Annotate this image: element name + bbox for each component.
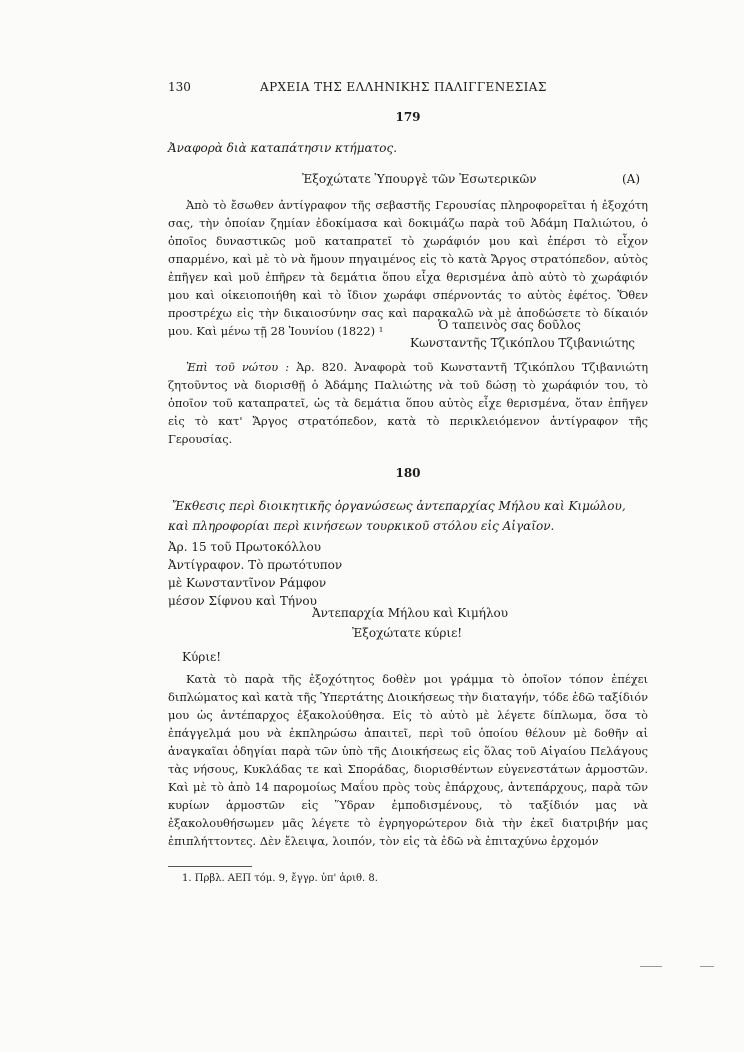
doc-179-title: Ἀναφορὰ διὰ καταπάτησιν κτήματος.: [168, 141, 398, 155]
doc-179-verso-note: [168, 358, 648, 448]
doc-180-meta-2: Ἀντίγραφον. Τὸ πρωτότυπον: [168, 558, 343, 572]
footnote-rule: [168, 866, 252, 867]
scan-mark: [700, 966, 714, 967]
doc-180-address: Κύριε!: [182, 650, 222, 664]
doc-179-salutation: Ἐξοχώτατε Ὑπουργὲ τῶν Ἐσωτερικῶν: [302, 172, 537, 186]
verso-label: Ἐπὶ τοῦ νώτου :: [186, 360, 290, 374]
doc-179-number: 179: [395, 110, 421, 124]
running-title: ΑΡΧΕΙΑ ΤΗΣ ΕΛΛΗΝΙΚΗΣ ΠΑΛΙΓΓΕΝΕΣΙΑΣ: [260, 80, 547, 94]
doc-180-meta-3: μὲ Κωνσταντῖνον Ράμφον: [168, 576, 327, 590]
scan-mark: [640, 966, 662, 967]
doc-180-number: 180: [395, 466, 421, 480]
running-header: [168, 80, 648, 98]
doc-180-meta-4: μέσον Σίφνου καὶ Τήνου: [168, 594, 317, 608]
doc-180-body: [168, 670, 648, 850]
doc-180-title: Ἔκθεσις περὶ διοικητικῆς ὀργανώσεως ἀντεπαρχίας Μήλου καὶ Κιμώλου, καὶ πληροφορίαι περὶ κινήσεων τουρκικοῦ στόλου εἰς Αἰγαῖον.: [168, 499, 626, 533]
verso-text: Ἀρ. 820. Ἀναφορὰ τοῦ Κωνσταντῆ Τζικόπλου Τζιβανιώτη ζητοῦντος νὰ διορισθῇ ὁ Ἀδάμης Παλιώτης νὰ τοῦ δώσῃ τὸ χωράφιόν του, τὸ ὁποῖον τοῦ καταπρατεῖ, ὡς τὰ δεμάτια ὅπου αὐτὸς εἶχε θερισμένα, ὅταν ἐπῆγεν εἰς τὸ κατ' Ἄργος στρατόπεδον, κατὰ τὸ περικλειόμενον ἀντίγραφον τῆς Γερουσίας.: [168, 360, 649, 446]
footnote: 1. Πρβλ. ΑΕΠ τόμ. 9, ἔγγρ. ὑπ' ἀριθ. 8.: [182, 873, 378, 884]
doc-180-body-text: Κατὰ τὸ παρὰ τῆς ἐξοχότητος δοθὲν μοι γράμμα τὸ ὁποῖον τόπον ἐπέχει διπλώματος καὶ κατὰ τῆς Ὑπερτάτης Διοικήσεως τὴν διαταγήν, τόδε ἐδῶ ταξίδιόν μου ὡς ἀντέπαρχος ἐξακολούθησα. Εἰς τὸ αὐτὸ μὲ λέγετε δίπλωμα, ὅσα τὸ ἐπάγγελμά μου νὰ ἐκπληρώσω ἀπαιτεῖ, περὶ τοῦ ὁποίου θέλουν μὲ δοθῆν αἱ ἀναγκαῖαι ὁδηγίαι παρὰ τῶν ὑπὸ τῆς Διοικήσεως εἰς ὅλας τοῦ Αἰγαίου Πελάγους τὰς νήσους, Κυκλάδας τε καὶ Σποράδας, διορισθέντων εὐγενεστάτων ἁρμοστῶν. Καὶ μὲ τὸ ἀπὸ 14 παρομοίως Μαΐου πρὸς τοὺς ἐπάρχους, ἀντεπάρχους, παρὰ τῶν κυρίων ἁρμοστῶν εἰς Ὕδραν ἐμποδισμένους, τὸ ταξίδιόν μας νὰ ἐξακολουθήσωμεν μᾶς λέγετε τὸ ἐγρηγορώτερον διὰ τὴν ἐκεῖ διατριβήν μας ἐπιπλήττοντες. Δὲν ἔλειψα, λοιπόν, τὸν εἰς τὰ ἐδῶ νὰ ἐπιταχύνω ἐρχομόν: [168, 672, 648, 848]
doc-179-closing-2: Κωνσταντῆς Τζικόπλου Τζιβανιώτης: [410, 336, 635, 350]
doc-180-greeting: Ἐξοχώτατε κύριε!: [352, 626, 463, 640]
doc-180-meta-1: Ἀρ. 15 τοῦ Πρωτοκόλλου: [168, 540, 322, 554]
doc-179-closing-1: Ὁ ταπεινὸς σας δοῦλος: [438, 318, 581, 332]
doc-179-mark: (Α): [622, 172, 641, 186]
page-number: 130: [168, 80, 191, 94]
doc-179-body-text: Ἀπὸ τὸ ἔσωθεν ἀντίγραφον τῆς σεβαστῆς Γερουσίας πληροφορεῖται ἡ ἐξοχότη σας, τὴν ὁποίαν ζημίαν ἐδοκίμασα καὶ δοκιμάζω παρὰ τοῦ Ἀδάμη Παλιώτου, ὁ ὁποῖος δυναστικῶς μοῦ καταπρατεῖ τὸ χωράφιόν μου καὶ ἐπέρσι τὸ εἶχον σπαρμένο, καὶ μὲ τὸ νὰ ἤμουν πηγαιμένος εἰς τὸ κατὰ Ἄργος στρατόπεδον, αὐτὸς ἐπῆγεν καὶ μοῦ ἐπῆρεν τὰ δεμάτια ὅπου εἶχα θερισμένα ἀπὸ αὐτὸ τὸ χωράφιόν μου καὶ οἰκειοποιήθη καὶ τὸ ἴδιον χωράφι σπέρνοντάς το αὐτὸς ἐφέτος. Ὅθεν προστρέχω εἰς τὴν δικαιοσύνην σας καὶ παρακαλῶ νὰ μὲ ἀποδώσετε τὸ δίκαιόν μου. Καὶ μένω τῇ 28 Ἰουνίου (1822) ¹: [168, 198, 648, 338]
doc-180-heading: Ἀντεπαρχία Μήλου καὶ Κιμήλου: [312, 606, 509, 620]
